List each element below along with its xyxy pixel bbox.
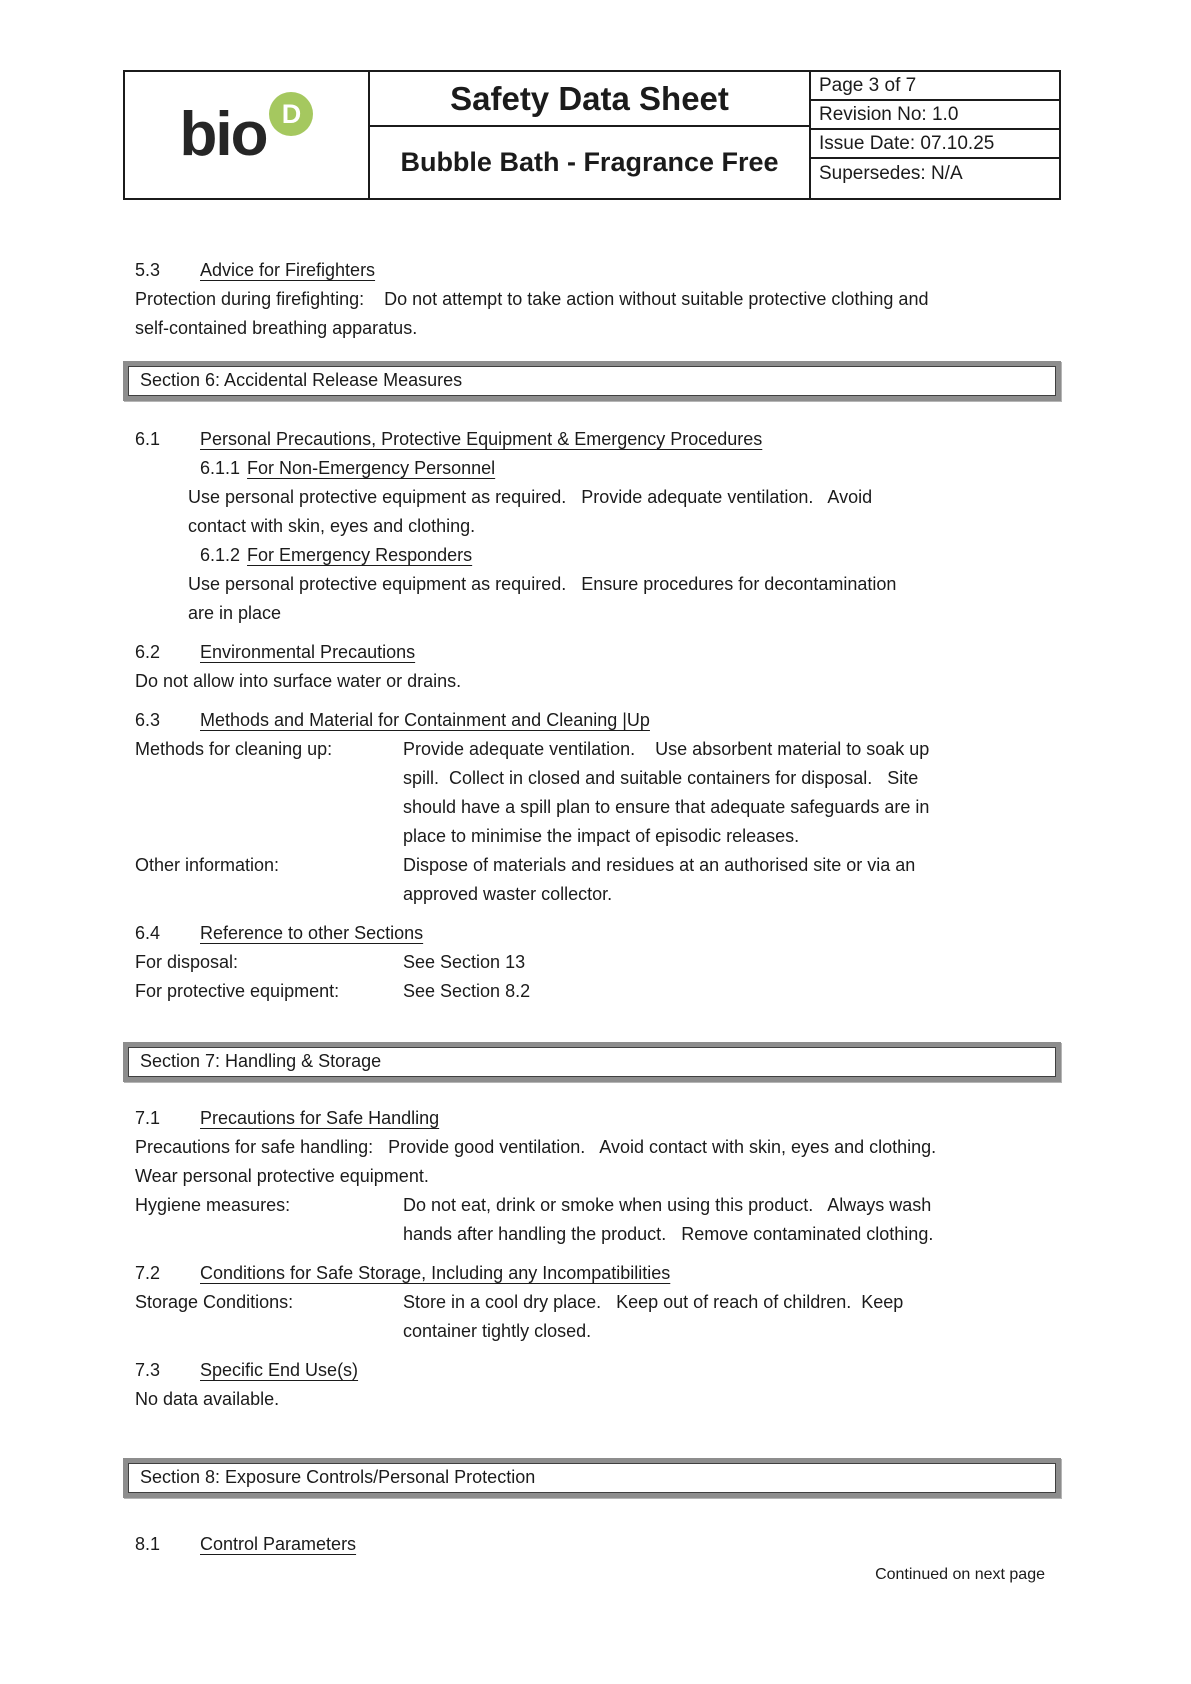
- kv-row-storage-conditions: [135, 1288, 1061, 1346]
- section-8-bar-title: Section 8: Exposure Controls/Personal Protection: [128, 1463, 1056, 1493]
- kv-row-protective-equipment: [135, 977, 1061, 1006]
- heading-number: 7.3: [135, 1360, 161, 1380]
- kv-row-other-information: [135, 851, 1061, 909]
- heading-title: Control Parameters: [200, 1534, 357, 1554]
- heading-7-1: [135, 1104, 1061, 1133]
- logo-cell: [125, 72, 370, 198]
- row-label: Methods for cleaning up:: [135, 739, 333, 759]
- row-label: Other information:: [135, 855, 280, 875]
- section-7-bar-title: Section 7: Handling & Storage: [128, 1047, 1056, 1077]
- heading-title: For Non-Emergency Personnel: [247, 458, 496, 478]
- heading-number: 7.1: [135, 1108, 161, 1128]
- section-8-bar: [123, 1458, 1061, 1498]
- row-label: For protective equipment:: [135, 981, 340, 1001]
- paragraph-6-1-2: Use personal protective equipment as required. Ensure procedures for decontamination are in place: [188, 574, 902, 623]
- heading-6-1: [135, 425, 1061, 454]
- revision-number: Revision No: 1.0: [811, 101, 1059, 130]
- row-value: See Section 13: [403, 952, 526, 972]
- heading-title: Advice for Firefighters: [200, 260, 376, 280]
- kv-row-methods-cleaning: [135, 735, 1061, 851]
- heading-6-3: [135, 706, 1061, 735]
- heading-title: Environmental Precautions: [200, 642, 416, 662]
- section-7-bar: [123, 1042, 1061, 1082]
- heading-6-1-1: [135, 454, 1061, 483]
- logo-d-badge: D: [269, 92, 313, 136]
- heading-number: 6.3: [135, 710, 161, 730]
- heading-title: Personal Precautions, Protective Equipment & Emergency Procedures: [200, 429, 763, 449]
- header-table: [123, 70, 1061, 200]
- paragraph-6-2: Do not allow into surface water or drains.: [135, 671, 462, 691]
- heading-title: Reference to other Sections: [200, 923, 424, 943]
- row-value: Dispose of materials and residues at an authorised site or via an approved waster collector.: [403, 855, 921, 904]
- heading-title: Specific End Use(s): [200, 1360, 359, 1380]
- continued-footer: Continued on next page: [875, 1566, 1045, 1583]
- row-label: Storage Conditions:: [135, 1292, 294, 1312]
- row-value: Do not eat, drink or smoke when using this product. Always wash hands after handling the product. Remove contaminated clothing.: [403, 1195, 937, 1244]
- document-title: Safety Data Sheet: [370, 72, 809, 127]
- heading-title: Methods and Material for Containment and Cleaning |Up: [200, 710, 650, 730]
- heading-number: 7.2: [135, 1263, 161, 1283]
- paragraph-7-1: Precautions for safe handling: Provide good ventilation. Avoid contact with skin, eyes and clothing. Wear personal protective equipment.: [135, 1137, 947, 1186]
- heading-6-4: [135, 919, 1061, 948]
- bio-d-logo: [179, 98, 314, 169]
- heading-title: Precautions for Safe Handling: [200, 1108, 440, 1128]
- heading-number: 6.1.2: [200, 545, 241, 565]
- heading-title: For Emergency Responders: [247, 545, 473, 565]
- heading-number: 8.1: [135, 1534, 161, 1554]
- kv-row-for-disposal: [135, 948, 1061, 977]
- row-value: Store in a cool dry place. Keep out of reach of children. Keep container tightly closed.: [403, 1292, 909, 1341]
- heading-number: 6.2: [135, 642, 161, 662]
- title-cell: [370, 72, 811, 198]
- row-value: See Section 8.2: [403, 981, 531, 1001]
- heading-number: 6.1: [135, 429, 161, 449]
- heading-number: 5.3: [135, 260, 161, 280]
- heading-title: Conditions for Safe Storage, Including any Incompatibilities: [200, 1263, 671, 1283]
- supersedes: Supersedes: N/A: [819, 163, 963, 184]
- heading-7-2: [135, 1259, 1061, 1288]
- paragraph-6-1-1: Use personal protective equipment as required. Provide adequate ventilation. Avoid contact with skin, eyes and clothing.: [188, 487, 878, 536]
- row-value: Provide adequate ventilation. Use absorbent material to soak up spill. Collect in closed and suitable containers for disposal. Site should have a spill plan to ensure that adequate safeguards are in place to minimise the impact of episodic releases.: [403, 739, 935, 846]
- page-number: Page 3 of 7: [811, 72, 1059, 101]
- document-body: [123, 70, 1061, 1559]
- heading-5-3: [135, 256, 1061, 285]
- issue-date: Issue Date: 07.10.25: [811, 130, 1059, 159]
- paragraph-5-3: Protection during firefighting: Do not attempt to take action without suitable protective clothing and self-contained breathing apparatus.: [135, 289, 934, 338]
- heading-8-1: [135, 1530, 1061, 1559]
- paragraph-7-3: No data available.: [135, 1389, 280, 1409]
- row-label: For disposal:: [135, 952, 239, 972]
- kv-row-hygiene-measures: [135, 1191, 1061, 1249]
- product-name: Bubble Bath - Fragrance Free: [400, 147, 779, 177]
- info-cell: [811, 72, 1059, 198]
- section-6-bar-title: Section 6: Accidental Release Measures: [128, 366, 1056, 396]
- heading-number: 6.4: [135, 923, 161, 943]
- heading-number: 6.1.1: [200, 458, 241, 478]
- section-6-bar: [123, 361, 1061, 401]
- heading-6-2: [135, 638, 1061, 667]
- heading-7-3: [135, 1356, 1061, 1385]
- heading-6-1-2: [135, 541, 1061, 570]
- logo-text: bio: [179, 100, 267, 169]
- row-label: Hygiene measures:: [135, 1195, 291, 1215]
